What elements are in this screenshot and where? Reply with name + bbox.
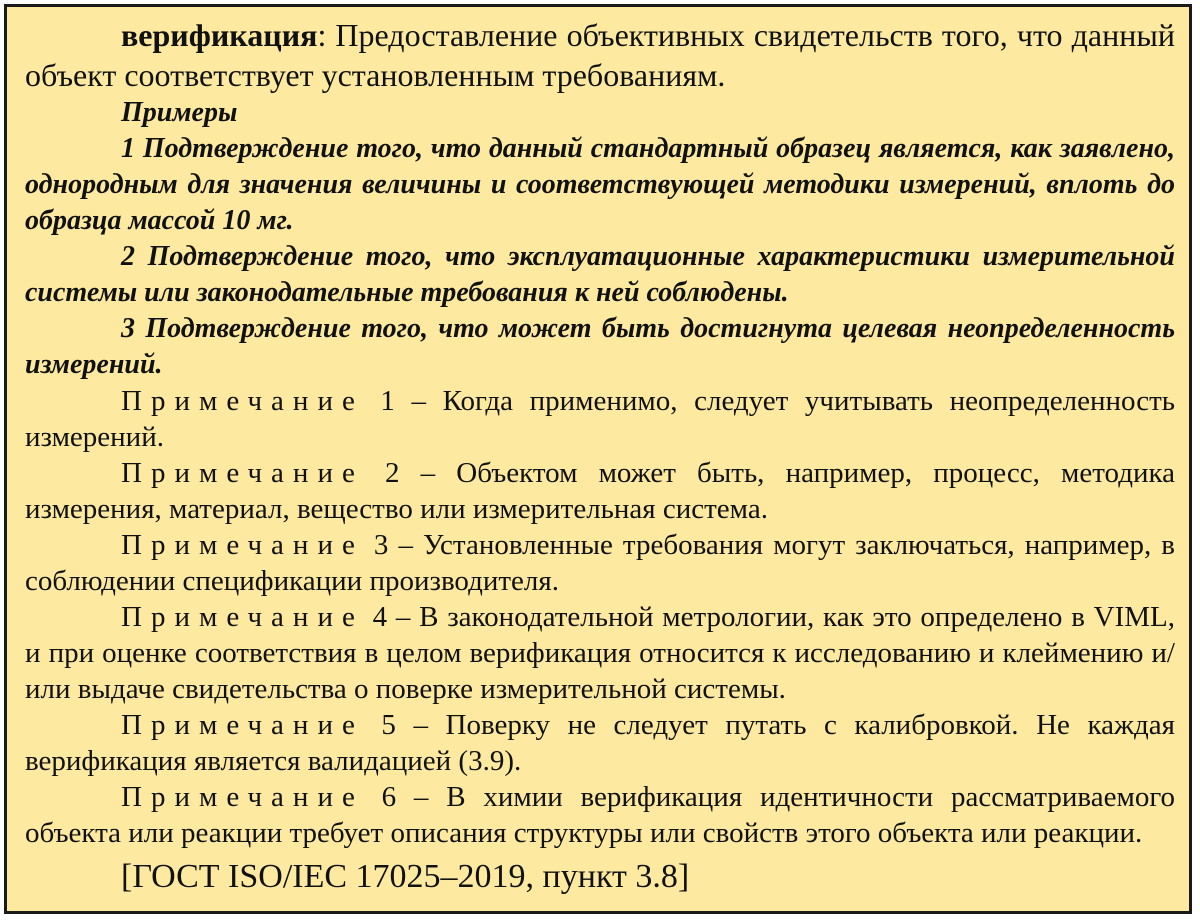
source-citation: [ГОСТ ISO/IEC 17025–2019, пункт 3.8]: [121, 858, 690, 895]
note-label: Примечание: [121, 709, 364, 741]
example-1: 1 Подтверждение того, что данный стандартный образец является, как заявлено, однородным для значения величины и соответствующей методики измерений, вплоть до образца массой 10 мг.: [25, 133, 1175, 236]
term: верификация: [121, 17, 318, 53]
note-text: 4 – В законодательной метрологии, как это определено в VIML, и при оценке соответствия в целом верификация относится к исследованию и клеймению и/или выдаче свидетельства о поверке измерительной системы.: [25, 601, 1175, 705]
note-text: 6 – В химии верификация идентичности рассматриваемого объекта или реакции требует описания структуры или свойств этого объекта или реакции.: [25, 781, 1175, 849]
note-label: Примечание: [121, 601, 364, 633]
note-6: [25, 779, 1175, 851]
note-text: 5 – Поверку не следует путать с калибровкой. Не каждая верификация является валидацией (3.9).: [25, 709, 1175, 777]
note-label: Примечание: [121, 385, 364, 417]
note-5: [25, 707, 1175, 779]
note-3: [25, 527, 1175, 599]
example-3: 3 Подтверждение того, что может быть достигнута целевая неопределенность измерений.: [25, 313, 1175, 380]
note-label: Примечание: [121, 457, 364, 489]
example-2: 2 Подтверждение того, что эксплуатационные характеристики измерительной системы или законодательные требования к ней соблюдены.: [25, 241, 1175, 308]
definition: [25, 15, 1175, 95]
note-label: Примечание: [121, 781, 364, 813]
note-1: [25, 383, 1175, 455]
definition-text: : Предоставление объективных свидетельств того, что данный объект соответствует установленным требованиям.: [25, 17, 1175, 93]
note-2: [25, 455, 1175, 527]
note-text: 3 – Установленные требования могут заключаться, например, в соблюдении спецификации производителя.: [25, 529, 1175, 597]
note-text: 1 – Когда применимо, следует учитывать неопределенность измерений.: [25, 385, 1175, 453]
note-label: Примечание: [121, 529, 364, 561]
note-4: [25, 599, 1175, 707]
note-text: 2 – Объектом может быть, например, процесс, методика измерения, материал, вещество или измерительная система.: [25, 457, 1175, 525]
examples-heading: Примеры: [121, 97, 238, 128]
definition-box: [4, 4, 1192, 914]
